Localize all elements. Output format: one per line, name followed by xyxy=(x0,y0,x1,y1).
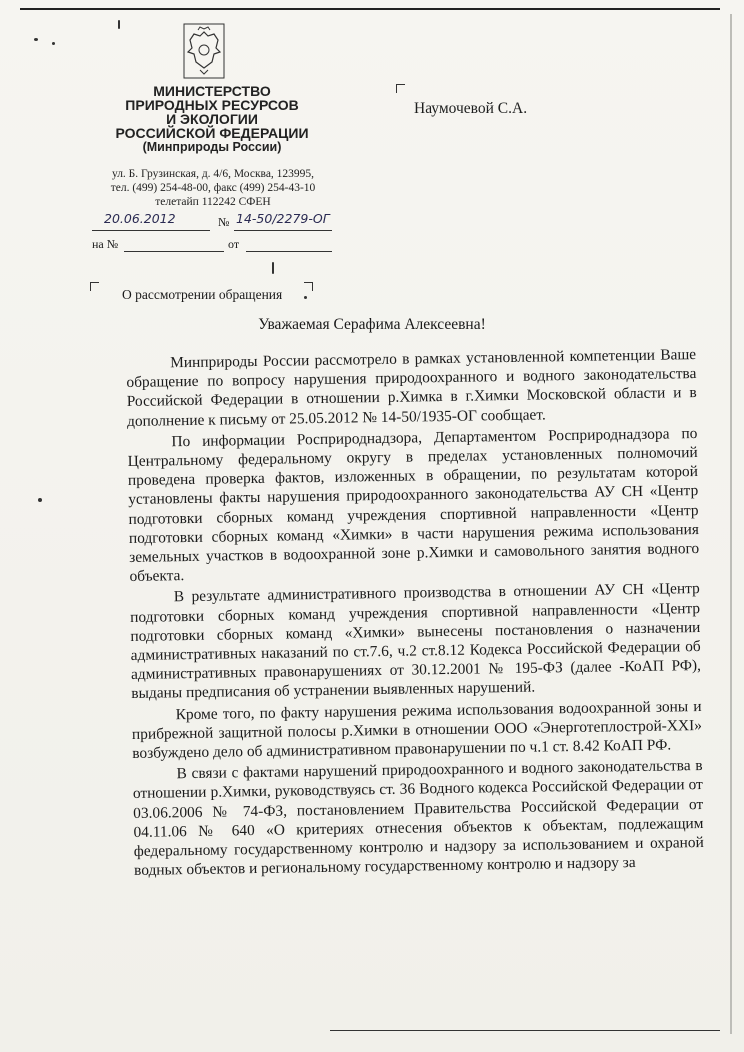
ministry-name xyxy=(96,84,328,154)
ref-number-field xyxy=(124,237,224,252)
reference-line xyxy=(92,237,332,255)
handwritten-date: 20.06.2012 xyxy=(104,211,176,226)
subject-line: О рассмотрении обращения xyxy=(122,287,283,302)
body-paragraph: Кроме того, по факту нарушения режима использования водоохранной зоны и прибрежной защитной полосы р.Химки в отношении ООО «Энерготеплострой-XXI» возбуждено дело об административном правонарушении по ч.1 ст. 8.42 КоАП РФ. xyxy=(131,697,703,763)
address-line: телетайп 112242 СФЕН xyxy=(155,196,271,208)
number-field xyxy=(234,211,332,231)
addressee-corner-mark xyxy=(396,84,405,93)
body-paragraph: В связи с фактами нарушений природоохранного и водного законодательства в отношении р.Химки, руководствуясь ст. 36 Водного кодекса Российской Федерации от 03.06.2006 № 74-ФЗ, постановлением Правительства Российской Федерации от 04.11.06 № 640 «О критериях отнесения объектов к объектам, подлежащим федеральному государственному контролю и надзору за использованием и охраной водных объектов и региональному государственному контролю и надзору за xyxy=(132,757,704,880)
ministry-line: ПРИРОДНЫХ РЕСУРСОВ xyxy=(125,97,299,113)
outgoing-date-number xyxy=(92,211,332,234)
ministry-line: РОССИЙСКОЙ ФЕДЕРАЦИИ xyxy=(115,125,309,141)
body-paragraph: По информации Росприроднадзора, Департаментом Росприроднадзора по Центральному федеральному округу в пределах установленных полномочий проведена проверка фактов, изложенных в обращении, по результатам которой установлены факты нарушения природоохранного законодательства АУ СН «Центр подготовки сборных команд учреждения спортивной направленности «Центр подготовки сборных команд «Химки» в части нарушения режима использования земельных участков в водоохранной зоне р.Химки и самовольного занятия водного объекта. xyxy=(127,424,700,586)
ref-from-label: от xyxy=(228,237,240,251)
salutation: Уважаемая Серафима Алексеевна! xyxy=(258,316,486,333)
body-paragraph: Минприроды России рассмотрело в рамках установленной компетенции Ваше обращение по вопросу нарушения природоохранного и водного законодательства Российской Федерации в отношении р.Химка в г.Химки Московской области и в дополнение к письму от 25.05.2012 № 14-50/1935-ОГ сообщает. xyxy=(126,346,697,430)
coat-of-arms-icon xyxy=(180,22,228,80)
handwritten-number: 14-50/2279-ОГ xyxy=(236,211,330,226)
page-edge xyxy=(730,14,732,1034)
subject-corner-mark xyxy=(90,282,99,291)
addressee: Наумочевой С.А. xyxy=(414,100,528,117)
address-line: тел. (499) 254-48-00, факс (499) 254-43-10 xyxy=(110,182,316,194)
top-edge-line xyxy=(20,8,720,10)
number-label: № xyxy=(218,215,230,229)
ref-label: на № xyxy=(92,237,119,251)
body-paragraph: В результате административного производства в отношении АУ СН «Центр подготовки сборных команд учреждения спортивной направленности «Центр подготовки сборных команд «Химки» вынесены постановления о назначении административных наказаний по ст.7.6, ч.2 ст.8.12 Кодекса Российской Федерации об административных правонарушениях от 30.12.2001 № 195-ФЗ (далее -КоАП РФ), выданы предписания об устранении выявленных нарушений. xyxy=(129,580,702,703)
date-field xyxy=(92,211,210,231)
ref-date-field xyxy=(246,237,332,252)
address-line: ул. Б. Грузинская, д. 4/6, Москва, 123995, xyxy=(111,168,315,180)
ministry-short-name: (Минприроды России) xyxy=(142,140,282,154)
ministry-line: И ЭКОЛОГИИ xyxy=(166,111,258,127)
letter-body xyxy=(126,345,704,880)
subject-corner-mark xyxy=(304,282,313,291)
ministry-line: МИНИСТЕРСТВО xyxy=(153,83,271,99)
bottom-edge-line xyxy=(330,1030,720,1031)
ministry-address xyxy=(102,167,324,209)
